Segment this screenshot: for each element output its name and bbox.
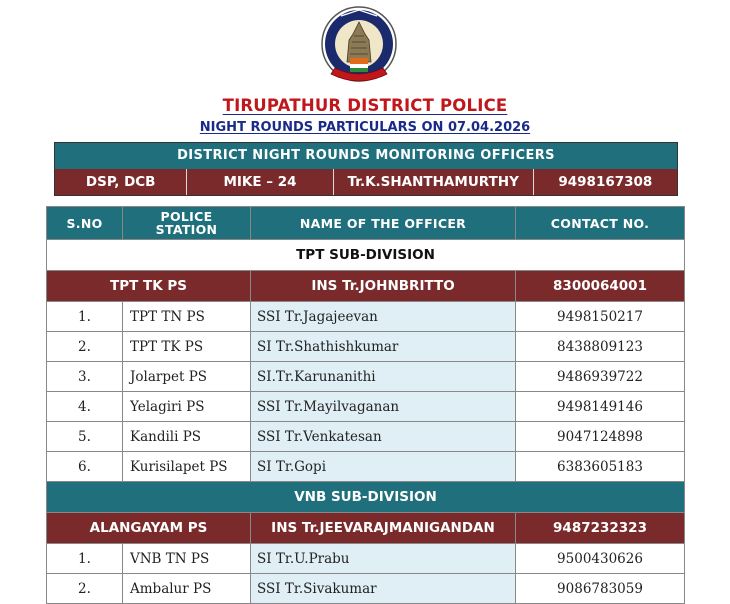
row-phone: 9047124898 — [516, 422, 685, 452]
subdivision-name: VNB SUB-DIVISION — [47, 482, 685, 513]
row-sno: 1. — [47, 544, 123, 574]
table-row — [47, 302, 685, 332]
page-subtitle: NIGHT ROUNDS PARTICULARS ON 07.04.2026 — [199, 120, 531, 135]
table-row — [47, 544, 685, 574]
monitoring-officers-box — [54, 142, 678, 196]
monitoring-officer-name: Tr.K.SHANTHAMURTHY — [334, 169, 534, 195]
row-phone: 6383605183 — [516, 452, 685, 482]
row-station: Yelagiri PS — [123, 392, 251, 422]
row-phone: 9498150217 — [516, 302, 685, 332]
inspector-phone: 8300064001 — [516, 271, 685, 302]
row-station: Jolarpet PS — [123, 362, 251, 392]
station-inspector-row — [47, 271, 685, 302]
row-officer: SI.Tr.Karunanithi — [251, 362, 516, 392]
row-sno: 5. — [47, 422, 123, 452]
row-sno: 3. — [47, 362, 123, 392]
row-station: TPT TN PS — [123, 302, 251, 332]
monitoring-call-sign: MIKE – 24 — [187, 169, 333, 195]
monitoring-officer-row — [55, 169, 677, 195]
station-inspector-row — [47, 513, 685, 544]
table-row — [47, 362, 685, 392]
row-sno: 6. — [47, 452, 123, 482]
row-station: Kurisilapet PS — [123, 452, 251, 482]
row-officer: SI Tr.Shathishkumar — [251, 332, 516, 362]
page-title: TIRUPATHUR DISTRICT POLICE — [222, 96, 508, 115]
row-officer: SSI Tr.Jagajeevan — [251, 302, 516, 332]
inspector-name: INS Tr.JOHNBRITTO — [251, 271, 516, 302]
row-phone: 8438809123 — [516, 332, 685, 362]
inspector-name: INS Tr.JEEVARAJMANIGANDAN — [251, 513, 516, 544]
row-station: Kandili PS — [123, 422, 251, 452]
column-header-contact: CONTACT NO. — [516, 207, 685, 240]
night-rounds-table — [46, 206, 685, 604]
row-officer: SI Tr.Gopi — [251, 452, 516, 482]
inspector-station: TPT TK PS — [47, 271, 251, 302]
table-row — [47, 422, 685, 452]
row-officer: SSI Tr.Mayilvaganan — [251, 392, 516, 422]
row-station: TPT TK PS — [123, 332, 251, 362]
row-officer: SSI Tr.Venkatesan — [251, 422, 516, 452]
row-sno: 2. — [47, 574, 123, 604]
column-header-officer: NAME OF THE OFFICER — [251, 207, 516, 240]
row-sno: 2. — [47, 332, 123, 362]
table-row — [47, 392, 685, 422]
row-sno: 1. — [47, 302, 123, 332]
inspector-phone: 9487232323 — [516, 513, 685, 544]
table-row — [47, 332, 685, 362]
column-header-station: POLICE STATION — [123, 207, 251, 240]
row-phone: 9086783059 — [516, 574, 685, 604]
monitoring-designation: DSP, DCB — [55, 169, 187, 195]
table-row — [47, 574, 685, 604]
row-phone: 9486939722 — [516, 362, 685, 392]
row-phone: 9500430626 — [516, 544, 685, 574]
row-station: Ambalur PS — [123, 574, 251, 604]
row-sno: 4. — [47, 392, 123, 422]
table-row — [47, 452, 685, 482]
monitoring-heading: DISTRICT NIGHT ROUNDS MONITORING OFFICERS — [55, 143, 677, 169]
subdivision-heading — [47, 482, 685, 513]
row-station: VNB TN PS — [123, 544, 251, 574]
table-header — [47, 207, 685, 240]
tamilnadu-police-emblem-icon — [317, 4, 401, 88]
subdivision-heading — [47, 240, 685, 271]
monitoring-phone: 9498167308 — [558, 174, 653, 190]
inspector-station: ALANGAYAM PS — [47, 513, 251, 544]
subdivision-name: TPT SUB-DIVISION — [47, 240, 685, 271]
row-phone: 9498149146 — [516, 392, 685, 422]
row-officer: SSI Tr.Sivakumar — [251, 574, 516, 604]
row-officer: SI Tr.U.Prabu — [251, 544, 516, 574]
column-header-sno: S.NO — [47, 207, 123, 240]
